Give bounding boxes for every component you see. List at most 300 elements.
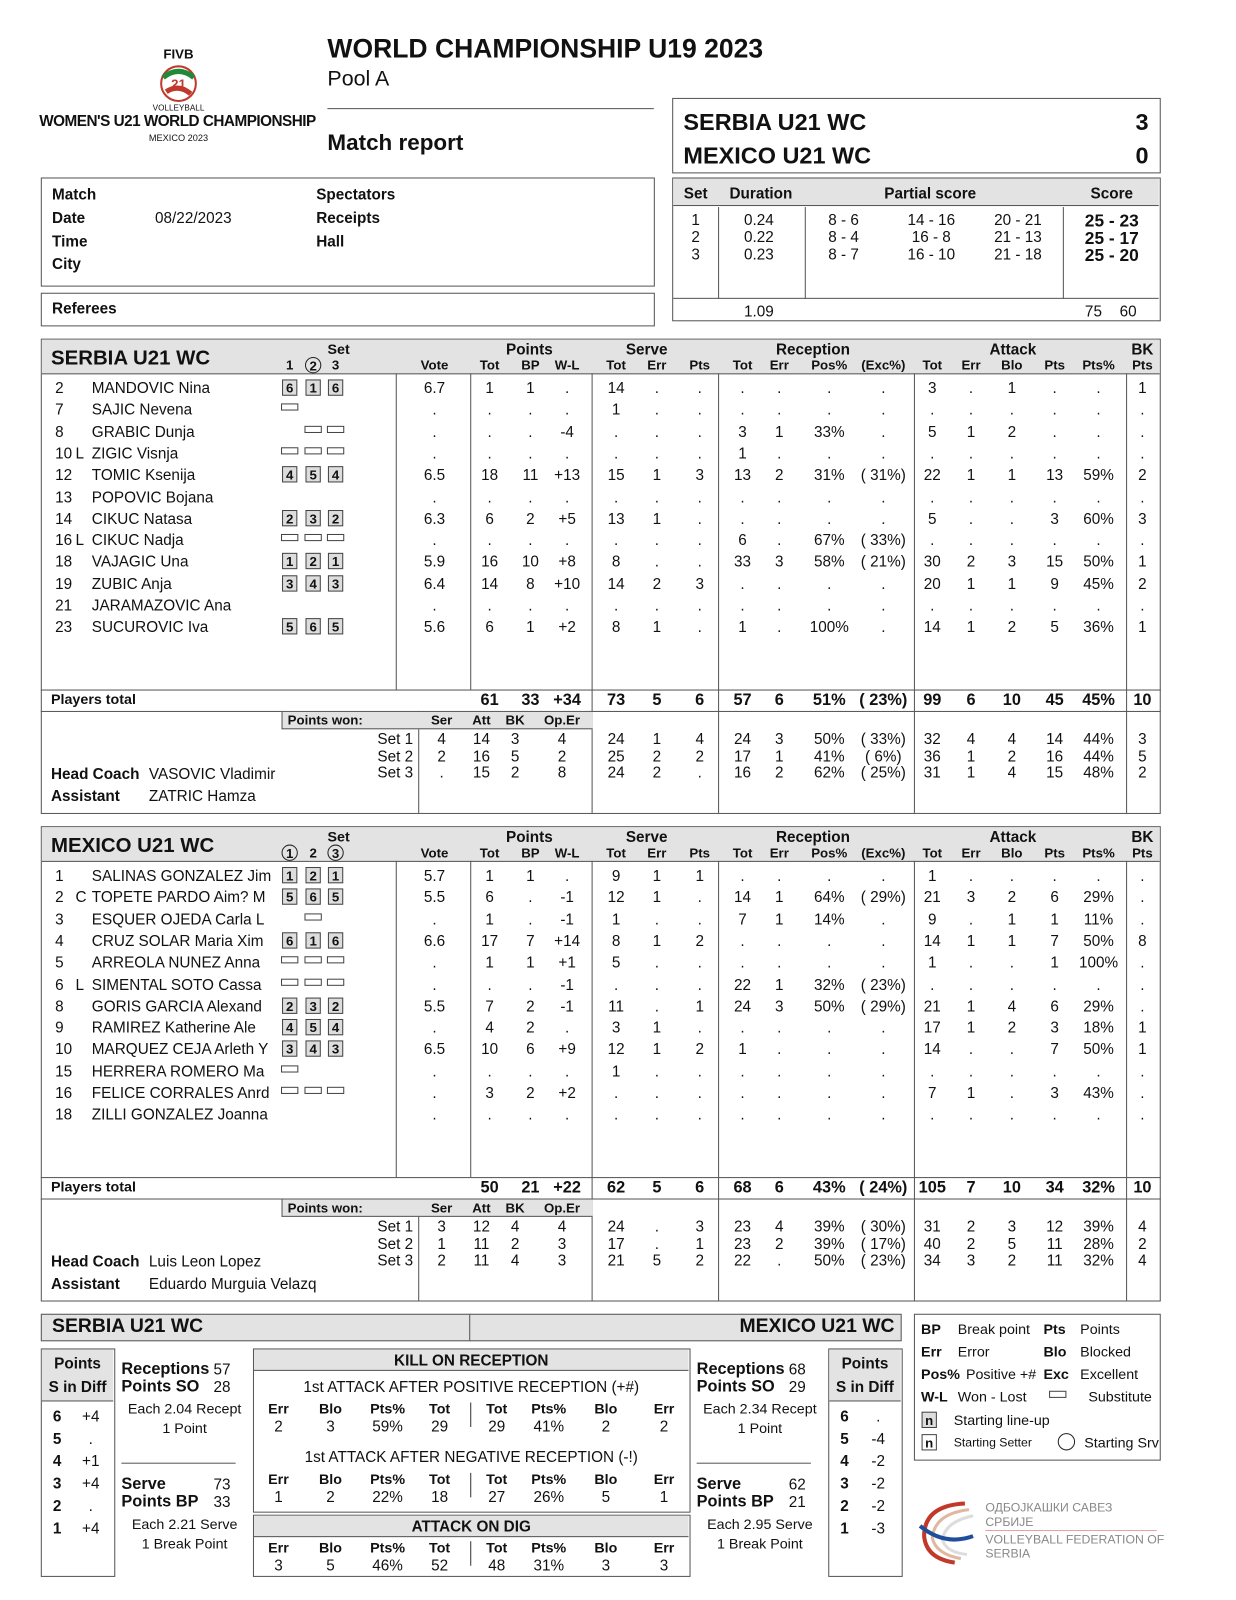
- player-name: ZILLI GONZALEZ Joanna: [91, 1106, 268, 1124]
- attack-header: Err: [653, 1470, 675, 1488]
- total-cell: 21: [521, 1179, 540, 1197]
- stat-cell: .: [881, 445, 886, 463]
- stat-cell: .: [1052, 976, 1057, 994]
- column-divider: [396, 373, 397, 689]
- stat-cell: -1: [560, 997, 574, 1016]
- starting-position-box: 5: [282, 889, 297, 905]
- stat-cell: 5: [928, 423, 937, 441]
- stat-cell: .: [881, 510, 886, 528]
- stat-cell: .: [881, 954, 886, 972]
- starting-position-box: 2: [305, 553, 320, 569]
- stat-cell: +9: [558, 1041, 576, 1059]
- starting-position-box: 6: [328, 379, 343, 395]
- player-number: 21: [55, 597, 73, 615]
- total-cell: ( 24%): [859, 1179, 908, 1197]
- stat-cell: .: [827, 379, 832, 398]
- stat-cell: 33: [734, 553, 752, 572]
- starting-server-icon: [1058, 1433, 1075, 1450]
- column-divider: [914, 861, 915, 1301]
- column-group-bk: BK: [1131, 341, 1154, 359]
- total-cell: 43%: [812, 1179, 846, 1197]
- stat-cell: 3: [695, 466, 704, 485]
- column-header: Pts: [1132, 845, 1153, 861]
- player-number: 15: [55, 1063, 73, 1081]
- column-group-serve: Serve: [625, 828, 668, 847]
- stat-cell: 14%: [813, 910, 845, 929]
- stat-cell: 5.7: [423, 867, 446, 885]
- rotation-diff: -2: [871, 1475, 886, 1493]
- kill-on-reception-box: [253, 1348, 691, 1512]
- sets-header-score: Score: [1090, 185, 1134, 203]
- stat-cell: 1: [526, 954, 535, 972]
- volleyball-logo-icon: [158, 63, 199, 104]
- stat-cell: .: [1140, 445, 1145, 463]
- stat-cell: .: [968, 1106, 974, 1124]
- stat-cell: .: [1052, 597, 1057, 615]
- column-group-serve: Serve: [625, 341, 668, 359]
- starting-position-box: 6: [282, 932, 297, 948]
- stat-cell: .: [654, 488, 660, 506]
- set-stat-cell: 24: [734, 730, 752, 749]
- away-sets-won: 0: [1135, 142, 1149, 169]
- points-won-label: Points won:: [287, 712, 363, 728]
- stat-cell: 3: [1050, 510, 1059, 528]
- stat-cell: 1: [485, 867, 494, 885]
- starting-position-box: 3: [282, 575, 297, 591]
- legend-abbr: BP: [921, 1320, 941, 1338]
- stat-cell: 5.5: [423, 889, 446, 907]
- attack-value: 2: [274, 1418, 283, 1436]
- substitute-icon: [304, 1087, 321, 1094]
- player-number: 7: [55, 401, 64, 420]
- total-cell: 51%: [812, 691, 846, 709]
- legend-abbr: Blo: [1043, 1343, 1067, 1360]
- stat-cell: 50%: [1083, 932, 1114, 951]
- stat-cell: 18%: [1083, 1019, 1114, 1037]
- attack-on-dig-title: ATTACK ON DIG: [411, 1518, 531, 1536]
- stat-cell: .: [487, 976, 492, 994]
- stat-cell: .: [930, 1063, 935, 1081]
- starting-position-box: 4: [305, 575, 320, 591]
- set-stat-cell: 40: [923, 1235, 941, 1253]
- player-name: RAMIREZ Katherine Ale: [91, 1019, 256, 1037]
- substitute-icon: [281, 447, 298, 454]
- stat-cell: .: [968, 401, 974, 420]
- stat-cell: 8: [611, 618, 621, 637]
- set-number: 1: [691, 211, 700, 229]
- stat-cell: 2: [1007, 889, 1017, 907]
- player-number: 2: [55, 379, 64, 398]
- stat-cell: .: [564, 1019, 570, 1037]
- column-group-reception: Reception: [775, 341, 850, 359]
- stat-cell: .: [968, 488, 974, 506]
- stat-cell: 1: [1050, 954, 1059, 972]
- stat-cell: 24: [734, 997, 752, 1016]
- receptions-label: Receptions: [696, 1360, 785, 1379]
- attack-value: 3: [601, 1557, 611, 1575]
- starting-position-box: 1: [328, 553, 343, 569]
- head-coach-name: Luis Leon Lopez: [148, 1253, 262, 1271]
- starting-position-box: 6: [328, 932, 343, 948]
- starting-serve-set-marker: 2: [305, 357, 321, 373]
- stat-cell: .: [1009, 867, 1014, 885]
- stat-cell: 67%: [813, 532, 845, 550]
- stat-cell: .: [777, 445, 782, 463]
- starting-position-box: 5: [328, 889, 343, 905]
- total-cell: 10: [1002, 1179, 1021, 1197]
- stat-cell: 9: [1050, 575, 1059, 593]
- column-header: Err: [961, 357, 981, 373]
- starting-position-box: 5: [328, 618, 343, 634]
- stat-cell: 1: [1138, 618, 1147, 637]
- set-column-label: Set: [327, 828, 350, 845]
- stat-cell: .: [564, 488, 570, 506]
- partial-score: 16 - 8: [911, 228, 951, 247]
- column-divider: [718, 861, 719, 1301]
- substitute-icon: [304, 913, 321, 920]
- federation-emblem-icon: [914, 1495, 977, 1566]
- rotation-number: 3: [840, 1475, 849, 1493]
- stat-cell: .: [930, 445, 935, 463]
- total-cell: 61: [480, 691, 499, 709]
- set-score: 25 - 17: [1084, 228, 1139, 248]
- set-stat-cell: 2: [966, 1218, 976, 1236]
- totals-divider: [41, 1177, 1161, 1178]
- set-stat-cell: 3: [510, 730, 520, 749]
- stat-cell: 1: [966, 1019, 976, 1037]
- starting-position-box: 2: [282, 997, 297, 1013]
- stat-cell: .: [1140, 401, 1145, 420]
- set-stat-cell: 44%: [1083, 730, 1114, 749]
- stat-cell: 100%: [1078, 954, 1119, 972]
- sets-header-set: Set: [683, 185, 708, 203]
- assistant-name: ZATRIC Hamza: [148, 787, 256, 806]
- legend-text: Error: [957, 1343, 990, 1360]
- attack-header: Tot: [429, 1539, 451, 1556]
- column-header: Pts: [1044, 845, 1065, 861]
- attack-value: 2: [326, 1488, 335, 1507]
- attack-value: 1: [659, 1488, 669, 1507]
- set-row-label: Set 3: [377, 1252, 414, 1270]
- total-cell: 6: [695, 691, 705, 709]
- divider: [121, 1463, 235, 1464]
- stat-cell: 50%: [1083, 553, 1114, 572]
- rotation-diff: +4: [82, 1520, 100, 1538]
- stat-cell: .: [968, 379, 974, 398]
- stat-cell: .: [1052, 401, 1057, 420]
- stat-cell: .: [1052, 445, 1057, 463]
- attack-header: Pts%: [531, 1400, 567, 1417]
- team-table-frame: [41, 339, 1161, 814]
- starting-position-box: 5: [282, 618, 297, 634]
- points-bp-value: 33: [213, 1493, 231, 1512]
- substitute-icon: [281, 1087, 298, 1094]
- stat-cell: 29%: [1083, 997, 1114, 1016]
- stat-cell: 2: [526, 1019, 535, 1037]
- attack-value: 3: [274, 1557, 283, 1575]
- stat-cell: 2: [775, 466, 784, 485]
- stat-cell: .: [777, 532, 782, 550]
- stat-cell: 1: [738, 445, 747, 463]
- stat-cell: 12: [607, 889, 625, 907]
- referees-box: [41, 293, 655, 327]
- partial-score: 14 - 16: [907, 211, 956, 229]
- total-cell: 6: [774, 1179, 784, 1197]
- stat-cell: 60%: [1083, 510, 1114, 528]
- column-header: Tot: [732, 845, 753, 861]
- set-stat-cell: ( 6%): [865, 747, 902, 766]
- set-row-label: Set 1: [377, 730, 414, 749]
- stat-cell: .: [432, 1106, 437, 1124]
- attack-value: 22%: [372, 1488, 403, 1507]
- stat-cell: 6.6: [423, 932, 446, 951]
- stat-cell: 14: [923, 932, 941, 951]
- set-stat-cell: 1: [695, 1235, 704, 1253]
- stat-cell: .: [1140, 488, 1145, 506]
- column-header: Blo: [1001, 845, 1023, 861]
- column-header: Pts: [689, 357, 711, 373]
- total-cell: ( 23%): [859, 691, 908, 709]
- negative-reception-title: 1st ATTACK AFTER NEGATIVE RECEPTION (-!): [304, 1448, 638, 1467]
- partial-score: 8 - 7: [828, 246, 859, 264]
- stat-cell: 2: [1007, 423, 1017, 441]
- stat-cell: .: [432, 423, 437, 441]
- team-name: SERBIA U21 WC: [51, 347, 211, 370]
- stat-cell: .: [777, 1063, 782, 1081]
- stat-cell: 1: [775, 889, 784, 907]
- set-stat-cell: 4: [1007, 764, 1017, 783]
- stat-cell: 1: [1138, 553, 1147, 572]
- legend-text: Blocked: [1080, 1343, 1131, 1360]
- set-stat-cell: 3: [437, 1218, 446, 1236]
- stat-cell: 10: [481, 1041, 499, 1059]
- stat-cell: .: [777, 597, 782, 615]
- attack-header: Err: [268, 1400, 289, 1417]
- stat-cell: 2: [652, 575, 662, 593]
- stat-cell: .: [432, 910, 437, 929]
- stat-cell: .: [613, 423, 619, 441]
- stat-cell: .: [654, 553, 660, 572]
- stat-cell: 1: [966, 466, 976, 485]
- attack-value: 2: [601, 1418, 611, 1436]
- legend-text: Excellent: [1080, 1365, 1139, 1383]
- stat-cell: 2: [526, 510, 535, 528]
- stat-cell: .: [881, 1019, 886, 1037]
- stat-cell: .: [654, 1063, 660, 1081]
- substitute-icon: [304, 956, 321, 963]
- total-cell: 99: [923, 691, 942, 709]
- stat-cell: 5: [928, 510, 937, 528]
- stat-cell: 6: [738, 532, 747, 550]
- player-number: 18: [55, 1106, 73, 1124]
- stat-cell: 50%: [1083, 1041, 1114, 1059]
- stat-cell: 7: [485, 997, 494, 1016]
- head-coach-label: Head Coach: [51, 765, 140, 783]
- player-number: 13: [55, 488, 73, 506]
- stat-cell: .: [1096, 597, 1101, 615]
- set-stat-cell: .: [777, 1252, 782, 1270]
- player-role: C: [75, 889, 87, 907]
- totals-divider: [41, 690, 1161, 691]
- set-stat-cell: 14: [472, 730, 490, 749]
- stat-cell: .: [1096, 488, 1101, 506]
- stat-cell: .: [487, 401, 492, 420]
- date-value: 08/22/2023: [155, 209, 232, 227]
- starting-position-box: 4: [282, 1019, 297, 1035]
- stat-cell: .: [827, 1019, 832, 1037]
- rotation-points-away: [828, 1348, 902, 1576]
- stat-cell: 3: [695, 575, 704, 593]
- attack-header: Pts%: [531, 1470, 567, 1488]
- column-header: Tot: [479, 845, 500, 861]
- stat-cell: .: [827, 597, 832, 615]
- points-bp-value: 21: [788, 1493, 806, 1512]
- total-cell: 62: [607, 1179, 626, 1197]
- total-points-home: 75: [1084, 303, 1102, 321]
- attack-value: 5: [326, 1557, 335, 1575]
- stat-cell: .: [613, 976, 619, 994]
- stat-cell: 18: [481, 466, 499, 485]
- stat-cell: .: [740, 1019, 745, 1037]
- stat-cell: .: [740, 597, 745, 615]
- attack-header: Blo: [594, 1470, 618, 1488]
- stat-cell: .: [654, 445, 660, 463]
- assistant-name: Eduardo Murguia Velazq: [148, 1275, 317, 1293]
- set-number: 2: [691, 228, 700, 247]
- stat-cell: .: [1140, 889, 1145, 907]
- column-divider: [470, 861, 471, 1177]
- page-title: WORLD CHAMPIONSHIP U19 2023: [327, 33, 764, 64]
- player-number: 23: [55, 618, 73, 637]
- stat-cell: 7: [1050, 1041, 1059, 1059]
- stat-cell: .: [654, 423, 660, 441]
- stat-cell: 14: [923, 1041, 941, 1059]
- player-name: MARQUEZ CEJA Arleth Y: [91, 1041, 269, 1059]
- starting-position-box: 3: [305, 997, 320, 1013]
- set-marker: 2: [309, 845, 317, 861]
- total-cell: 32%: [1082, 1179, 1115, 1197]
- player-name: POPOVIC Bojana: [91, 488, 214, 506]
- player-name: ESQUER OJEDA Carla L: [91, 910, 265, 929]
- stat-cell: 15: [607, 466, 625, 485]
- attack-value: 29: [488, 1418, 506, 1436]
- player-name: VAJAGIC Una: [91, 553, 189, 572]
- partial-score: 21 - 13: [994, 228, 1042, 247]
- set-marker: 1: [285, 357, 294, 373]
- stat-cell: .: [564, 867, 570, 885]
- stat-cell: 2: [1007, 618, 1017, 637]
- stat-cell: 1: [1138, 379, 1147, 398]
- stat-cell: 1: [526, 867, 535, 885]
- stat-cell: .: [487, 445, 492, 463]
- starting-setter-icon: n: [922, 1434, 937, 1450]
- stat-cell: .: [1052, 532, 1057, 550]
- player-number: 14: [55, 510, 73, 528]
- total-cell: 34: [1045, 1179, 1064, 1197]
- stat-cell: .: [827, 488, 832, 506]
- summary-home-name: SERBIA U21 WC: [52, 1315, 204, 1338]
- set-stat-cell: 2: [437, 747, 446, 766]
- head-coach-name: VASOVIC Vladimir: [148, 765, 276, 783]
- stat-cell: 14: [607, 379, 625, 398]
- stat-cell: .: [1009, 532, 1014, 550]
- stat-cell: .: [697, 1019, 702, 1037]
- set-stat-cell: 11: [1046, 1252, 1063, 1270]
- set-stat-cell: 24: [607, 764, 625, 783]
- player-name: CIKUC Nadja: [91, 532, 184, 550]
- stat-cell: 13: [1046, 466, 1064, 485]
- stat-cell: .: [697, 423, 702, 441]
- stat-cell: 2: [1138, 466, 1147, 485]
- serve-value: 73: [213, 1476, 231, 1494]
- stat-cell: 1: [775, 423, 784, 441]
- stat-cell: 1: [775, 910, 784, 929]
- stat-cell: 14: [734, 889, 752, 907]
- stat-cell: .: [1009, 488, 1014, 506]
- partial-score: 16 - 10: [907, 246, 956, 264]
- stat-cell: +5: [558, 510, 576, 528]
- stat-cell: .: [1096, 445, 1101, 463]
- stat-cell: .: [968, 1041, 974, 1059]
- stat-cell: .: [697, 1063, 702, 1081]
- column-header: Err: [647, 357, 667, 373]
- stat-cell: ( 29%): [860, 997, 906, 1016]
- set-row-label: Set 2: [377, 1235, 414, 1253]
- stat-cell: 1: [485, 910, 494, 929]
- points-won-header: Att: [472, 1200, 491, 1216]
- column-header: Pos%: [811, 845, 848, 861]
- starting-position-box: 3: [282, 1041, 297, 1057]
- column-header: Err: [769, 845, 789, 861]
- set-stat-cell: .: [697, 764, 702, 783]
- total-cell: 5: [652, 1179, 662, 1197]
- set-stat-cell: 8: [557, 764, 567, 783]
- stat-cell: 100%: [809, 618, 849, 637]
- player-number: 3: [55, 910, 64, 929]
- stat-cell: .: [528, 910, 533, 929]
- set-stat-cell: 1: [966, 747, 976, 766]
- stat-cell: .: [654, 997, 660, 1016]
- set-stat-cell: 21: [607, 1252, 625, 1270]
- player-number: 4: [55, 932, 64, 951]
- set-stat-cell: 16: [1046, 747, 1064, 766]
- stat-cell: .: [881, 867, 886, 885]
- stat-cell: .: [613, 597, 619, 615]
- column-header: BP: [521, 357, 540, 373]
- stat-cell: 5.9: [423, 553, 446, 572]
- stat-cell: .: [1140, 910, 1145, 929]
- legend-abbr: W-L: [921, 1388, 948, 1405]
- stat-cell: 1: [1007, 932, 1017, 951]
- stat-cell: 1: [1007, 575, 1017, 593]
- one-break-point-text: 1 Break Point: [141, 1535, 228, 1552]
- one-break-point-text: 1 Break Point: [717, 1535, 803, 1552]
- stat-cell: 2: [1007, 1019, 1017, 1037]
- rotation-number: 4: [52, 1452, 62, 1471]
- home-team-name: SERBIA U21 WC: [683, 108, 867, 136]
- player-name: GRABIC Dunja: [91, 423, 195, 441]
- stat-cell: .: [968, 1063, 974, 1081]
- stat-cell: .: [654, 597, 660, 615]
- stat-cell: .: [487, 1063, 492, 1081]
- players-total-label: Players total: [51, 1178, 136, 1195]
- set-stat-cell: 11: [473, 1235, 490, 1253]
- stat-cell: +2: [558, 1084, 576, 1103]
- starting-position-box: 6: [282, 379, 297, 395]
- stat-cell: 7: [738, 910, 747, 929]
- rotation-sin-diff-label: S in Diff: [836, 1378, 894, 1396]
- set-duration: 0.22: [743, 228, 774, 247]
